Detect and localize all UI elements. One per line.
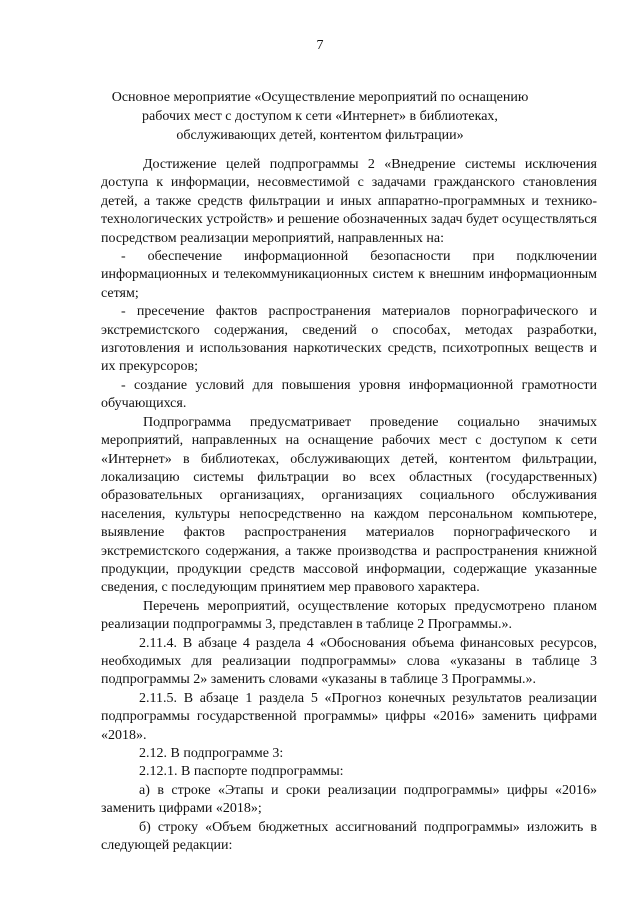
section-heading: Основное мероприятие «Осуществление мероприятий по оснащению рабочих мест с доступом к сети «Интернет» в библиотеках, обслуживающих детей, контентом фильтрации» (111, 90, 529, 143)
paragraph-2-11-5: 2.11.5. В абзаце 1 раздела 5 «Прогноз конечных результатов реализации подпрограммы государственной программы» цифры «2016» заменить цифрами «2018». (101, 690, 597, 743)
list-item-security: - обеспечение информационной безопасности при подключении информационных и телекоммуникационных систем к внешним информационным сетям; (101, 249, 597, 301)
paragraph-goals: Достижение целей подпрограммы 2 «Внедрение системы исключения доступа к информации, несовместимой с задачами гражданского становления детей, а также средств фильтрации и иных аппаратно-программных и технико-технологических устройств» и решение обозначенных задач будет осуществляться посредством реализации мероприятий, направленных на: (101, 157, 597, 246)
paragraph-measures-list: Перечень мероприятий, осуществление которых предусмотрено планом реализации подпрограммы 3, представлен в таблице 2 Программы.». (101, 598, 597, 633)
list-item-literacy: - создание условий для повышения уровня информационной грамотности обучающихся. (101, 377, 597, 412)
document-body (101, 156, 597, 855)
paragraph-2-12-1: 2.12.1. В паспорте подпрограммы: (139, 764, 344, 780)
paragraph-item-b: б) строку «Объем бюджетных ассигнований подпрограммы» изложить в следующей редакции: (101, 819, 597, 854)
paragraph-2-11-4: 2.11.4. В абзаце 4 раздела 4 «Обоснования объема финансовых ресурсов, необходимых для реализации подпрограммы» слова «указаны в таблице 3 подпрограммы 2» заменить словами «указаны в таблице 3 Программы.». (101, 635, 597, 688)
paragraph-2-12: 2.12. В подпрограмме 3: (139, 746, 284, 761)
page-number: 7 (316, 38, 324, 53)
paragraph-subprogram: Подпрограмма предусматривает проведение социально значимых мероприятий, направленных на оснащение рабочих мест с доступом к сети «Интернет» в библиотеках, обслуживающих детей, контентом фильтрации, локализацию системы фильтрации во всех областных (государственных) образовательных организациях, организациях социального обслуживания населения, культуры непосредственно на каждом персональном компьютере, выявление фактов распространения материалов порнографического и экстремистского содержания, а также производства и распространения книжной продукции, продукции средств массовой информации, содержащие указанные сведения, с последующим принятием мер правового характера. (101, 414, 597, 596)
list-item-suppression: - пресечение фактов распространения материалов порнографического и экстремистского содержания, сведений о способах, методах разработки, изготовления и использования наркотических средств, психотропных веществ и их прекурсоров; (101, 304, 597, 375)
paragraph-item-a: а) в строке «Этапы и сроки реализации подпрограммы» цифры «2016» заменить цифрами «2018»; (101, 782, 597, 817)
